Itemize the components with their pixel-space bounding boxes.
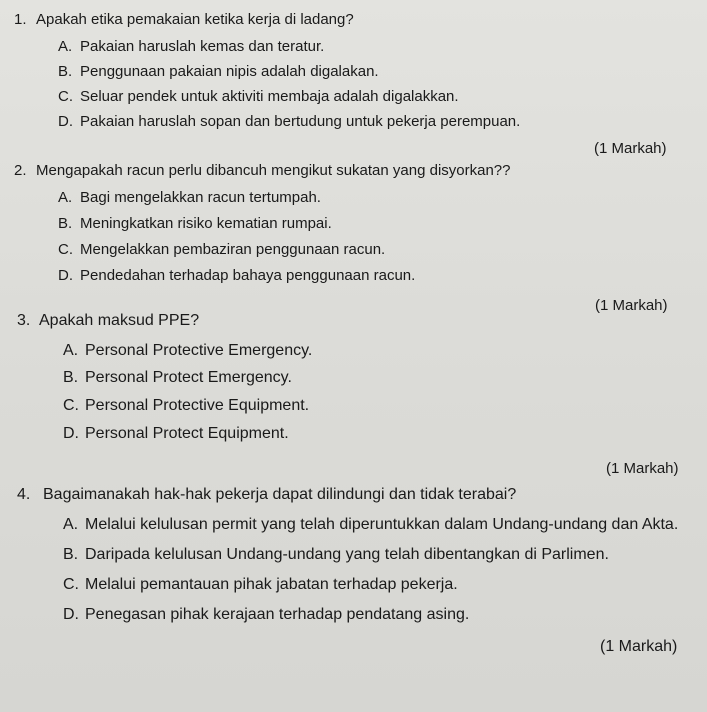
option-1b [58,63,379,80]
option-letter: D. [58,113,73,130]
option-letter: C. [58,88,73,105]
option-text: Melalui kelulusan permit yang telah diperuntukkan dalam Undang-undang dan Akta. [85,516,679,533]
question-number: 1. [14,11,27,28]
option-letter: B. [58,63,73,80]
option-letter: B. [63,546,79,563]
marks-1: (1 Markah) [594,140,667,157]
option-text: Penggunaan pakaian nipis adalah digalakan. [80,63,379,80]
option-letter: C. [63,397,79,414]
question-text: Bagaimanakah hak-hak pekerja dapat dilindungi dan tidak terabai? [43,486,517,503]
option-4b [63,546,609,564]
question-text: Apakah maksud PPE? [39,312,200,329]
question-4 [17,486,516,504]
option-text: Mengelakkan pembaziran penggunaan racun. [80,241,386,258]
option-text: Pendedahan terhadap bahaya penggunaan racun. [80,267,416,284]
option-text: Personal Protective Equipment. [85,397,310,414]
option-text: Personal Protect Equipment. [85,425,289,442]
option-text: Melalui pemantauan pihak jabatan terhadap pekerja. [85,576,458,593]
option-text: Seluar pendek untuk aktiviti membaja adalah digalakkan. [80,88,459,105]
option-letter: D. [63,425,79,442]
option-text: Pakaian haruslah kemas dan teratur. [80,38,325,55]
option-letter: D. [63,606,79,623]
question-text: Mengapakah racun perlu dibancuh mengikut sukatan yang disyorkan?? [36,162,511,179]
option-1d [58,113,520,130]
question-number: 3. [17,312,31,329]
option-2d [58,267,415,284]
question-2 [14,162,510,179]
option-text: Personal Protective Emergency. [85,342,313,359]
option-text: Daripada kelulusan Undang-undang yang telah dibentangkan di Parlimen. [85,546,609,563]
option-letter: B. [58,215,73,232]
option-1a [58,38,324,55]
option-text: Penegasan pihak kerajaan terhadap pendatang asing. [85,606,470,623]
question-1 [14,11,354,28]
option-4d [63,606,469,624]
option-letter: B. [63,369,79,386]
option-text: Pakaian haruslah sopan dan bertudung untuk pekerja perempuan. [80,113,521,130]
option-text: Meningkatkan risiko kematian rumpai. [80,215,332,232]
option-text: Personal Protect Emergency. [85,369,292,386]
question-number: 2. [14,162,27,179]
question-number: 4. [17,486,31,503]
option-letter: C. [58,241,73,258]
option-1c [58,88,459,105]
question-text: Apakah etika pemakaian ketika kerja di ladang? [36,11,354,28]
option-3c [63,397,309,415]
option-letter: D. [58,267,73,284]
marks-2: (1 Markah) [595,297,668,314]
marks-4: (1 Markah) [600,638,678,655]
question-3 [17,312,199,330]
option-4c [63,576,458,594]
option-3a [63,342,312,360]
option-2c [58,241,385,258]
option-3d [63,425,289,443]
marks-3: (1 Markah) [606,460,679,477]
option-4a [63,516,678,534]
option-2a [58,189,321,206]
option-letter: A. [63,342,79,359]
option-letter: A. [58,189,73,206]
option-3b [63,369,292,387]
option-text: Bagi mengelakkan racun tertumpah. [80,189,321,206]
option-letter: A. [63,516,79,533]
option-letter: A. [58,38,73,55]
option-2b [58,215,332,232]
option-letter: C. [63,576,79,593]
